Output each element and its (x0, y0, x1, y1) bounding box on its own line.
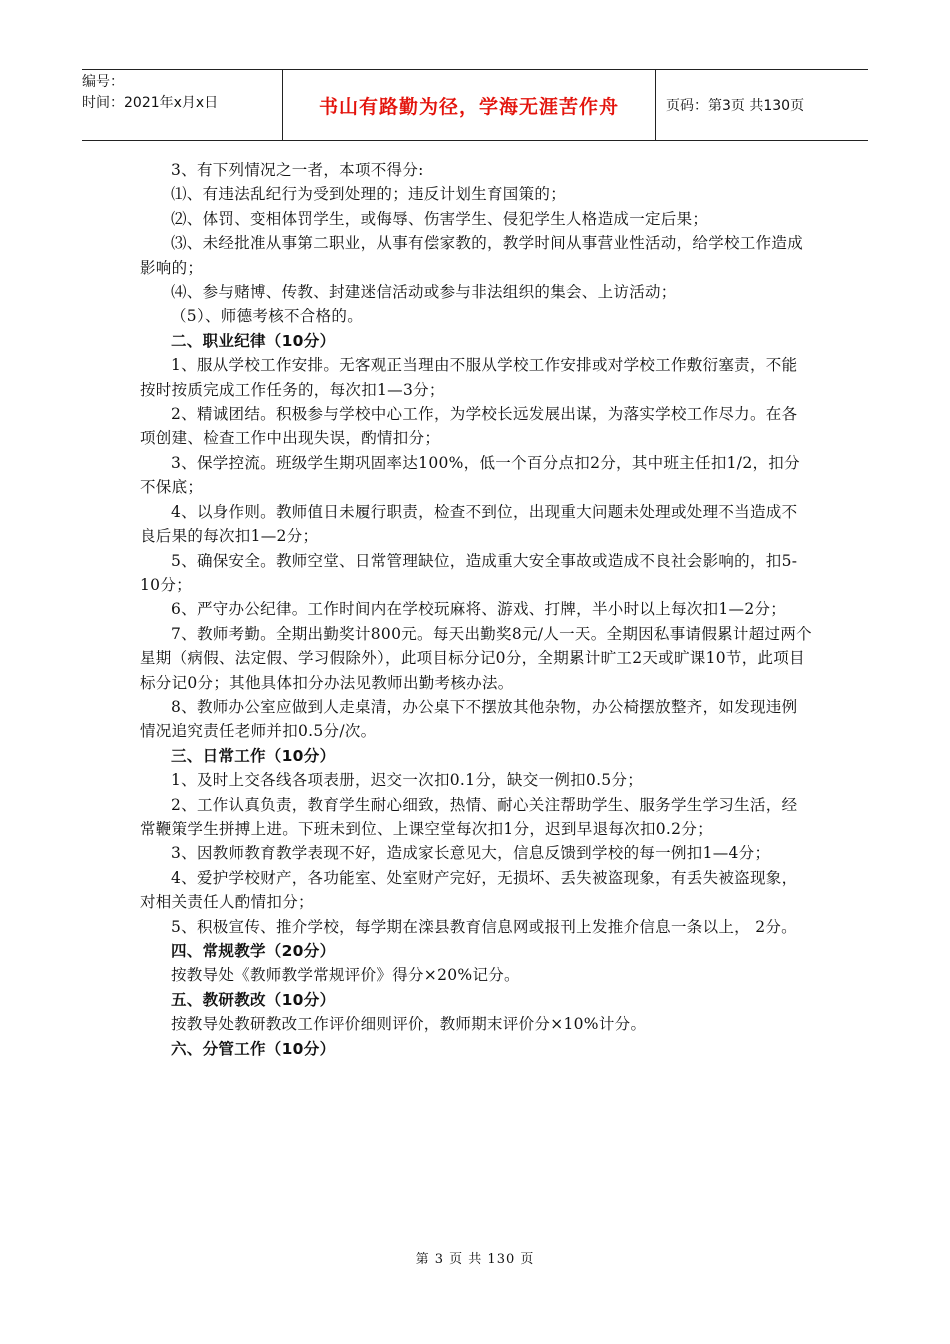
section-heading: 六、分管工作（10分） (171, 1039, 336, 1058)
paragraph: 5、积极宣传、推介学校，每学期在滦县教育信息网或报刊上发推介信息一条以上， 2分。 (171, 917, 797, 936)
paragraph: 6、严守办公纪律。工作时间内在学校玩麻将、游戏、打牌，半小时以上每次扣1—2分； (171, 600, 787, 619)
paragraph: 2、精诚团结。积极参与学校中心工作，为学校长远发展出谋，为落实学校工作尽力。在各项创建、检查工作中出现失误，酌情扣分； (140, 405, 798, 448)
document-date: 时间：2021年x月x日 (82, 95, 219, 111)
paragraph: 7、教师考勤。全期出勤奖计800元。每天出勤奖8元/人一天。全期因私事请假累计超过两个星期（病假、法定假、学习假除外），此项目标分记0分，全期累计旷工2天或旷课10节，此项目标分记0分；其他具体扣分办法见教师出勤考核办法。 (140, 624, 812, 692)
section-heading: 五、教研教改（10分） (171, 990, 336, 1009)
paragraph: 4、以身作则。教师值日未履行职责，检查不到位，出现重大问题未处理或处理不当造成不良后果的每次扣1—2分； (140, 502, 798, 546)
paragraph: 4、爱护学校财产，各功能室、处室财产完好，无损坏、丢失被盗现象，有丢失被盗现象，对相关责任人酌情扣分； (140, 868, 798, 912)
paragraph: 2、工作认真负责，教育学生耐心细致，热情、耐心关注帮助学生、服务学生学习生活，经常鞭策学生拼搏上进。下班未到位、上课空堂每次扣1分，迟到早退每次扣0.2分； (140, 795, 798, 838)
page-header (82, 69, 868, 141)
paragraph: 5、确保安全。教师空堂、日常管理缺位，造成重大安全事故或造成不良社会影响的，扣5-10分； (140, 551, 798, 594)
paragraph: ⑶、未经批准从事第二职业，从事有偿家教的，教学时间从事营业性活动，给学校工作造成影响的； (140, 234, 804, 277)
section-heading: 四、常规教学（20分） (171, 942, 336, 960)
page-footer: 第 3 页 共 130 页 (415, 1252, 535, 1267)
paragraph: 8、教师办公室应做到人走桌清，办公桌下不摆放其他杂物，办公椅摆放整齐，如发现违例情况追究责任老师并扣0.5分/次。 (140, 697, 798, 741)
paragraph: ⑴、有违法乱纪行为受到处理的；违反计划生育国策的； (171, 185, 567, 204)
paragraph: ⑵、体罚、变相体罚学生，或侮辱、伤害学生、侵犯学生人格造成一定后果； (171, 209, 709, 228)
paragraph: 按教导处教研教改工作评价细则评价，教师期末评价分×10%计分。 (171, 1015, 647, 1034)
document-number: 编号： (82, 74, 124, 90)
paragraph: （5）、师德考核不合格的。 (171, 307, 364, 326)
header-motto: 书山有路勤为径，学海无涯苦作舟 (282, 70, 656, 140)
paragraph: ⑷、参与赌博、传教、封建迷信活动或参与非法组织的集会、上访活动； (171, 283, 677, 302)
header-meta (82, 70, 282, 140)
section-heading: 三、日常工作（10分） (171, 746, 336, 765)
section-heading: 二、职业纪律（10分） (171, 331, 336, 350)
paragraph: 3、因教师教育教学表现不好，造成家长意见大，信息反馈到学校的每一例扣1—4分； (171, 844, 771, 863)
paragraph: 1、及时上交各线各项表册，迟交一次扣0.1分，缺交一例扣0.5分； (171, 771, 644, 790)
paragraph: 按教导处《教师教学常规评价》得分×20%记分。 (171, 966, 520, 985)
paragraph: 3、有下列情况之一者，本项不得分: (171, 161, 424, 179)
header-page-number: 页码：第3页 共130页 (666, 98, 805, 114)
paragraph: 1、服从学校工作安排。无客观正当理由不服从学校工作安排或对学校工作敷衍塞责，不能按时按质完成工作任务的，每次扣1—3分； (140, 356, 798, 399)
document-body (140, 158, 812, 1061)
paragraph: 3、保学控流。班级学生期巩固率达100%，低一个百分点扣2分，其中班主任扣1/2，扣分不保底； (140, 453, 800, 497)
